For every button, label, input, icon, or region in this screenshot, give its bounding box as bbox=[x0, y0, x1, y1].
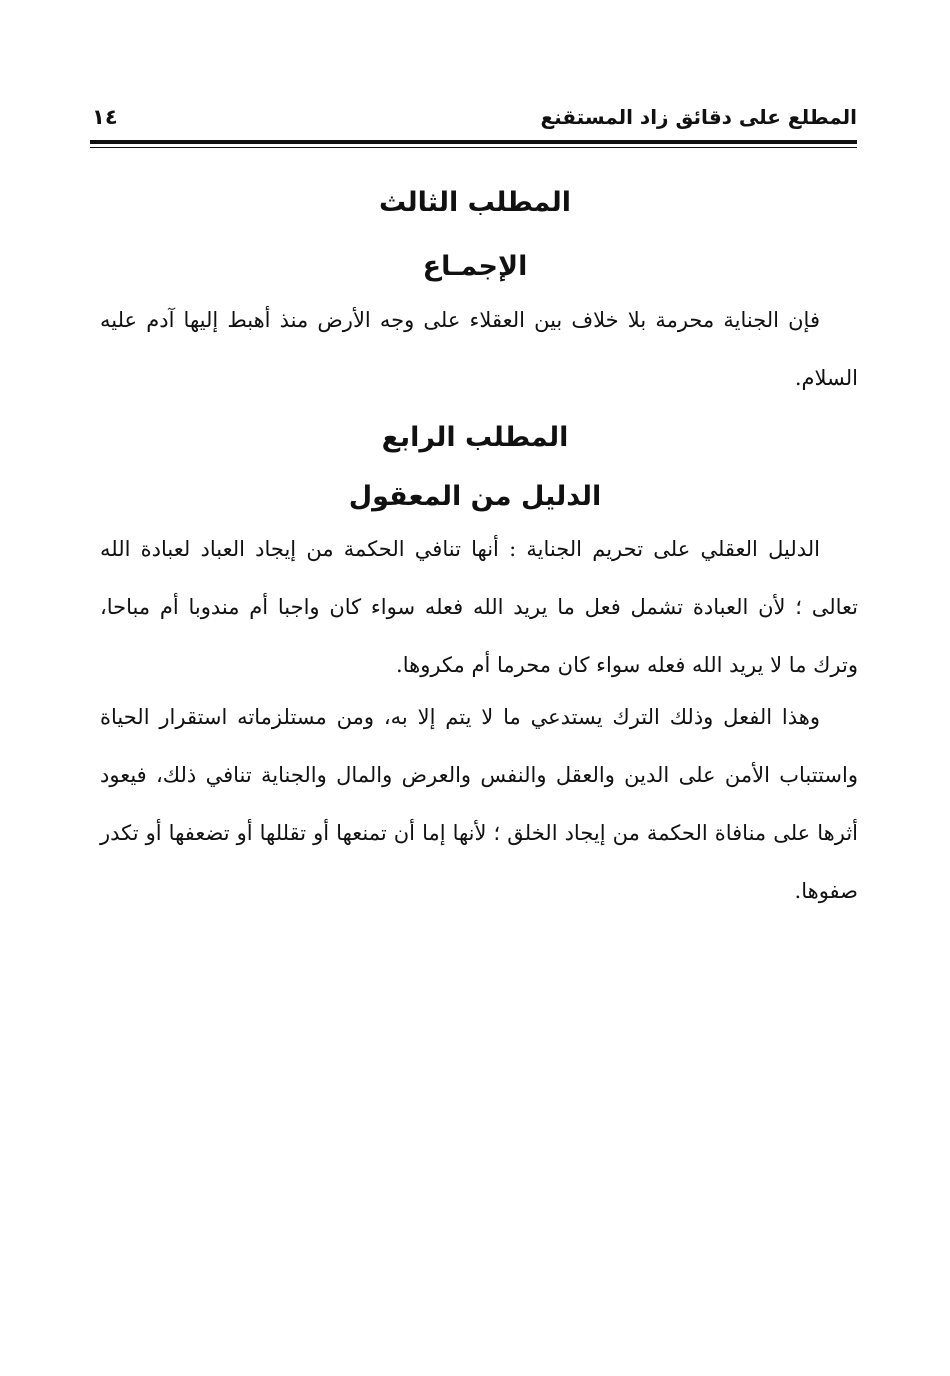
header-divider-thin bbox=[90, 147, 857, 148]
section-heading-third: المطلب الثالث bbox=[378, 187, 572, 218]
paragraph-consensus: فإن الجناية محرمة بلا خلاف بين العقلاء على وجه الأرض منذ أهبط إليها آدم عليه السلام. bbox=[100, 308, 858, 390]
page-number: ١٤ bbox=[92, 105, 118, 129]
section-subheading-rational-evidence: الدليل من المعقول bbox=[348, 481, 602, 512]
running-title: المطلع على دقائق زاد المستقنع bbox=[540, 105, 857, 129]
section-subheading-consensus: الإجمـاع bbox=[422, 251, 528, 282]
paragraph-necessities: وهذا الفعل وذلك الترك يستدعي ما لا يتم إلا به، ومن مستلزماته استقرار الحياة واستتباب الأمن على الدين والعقل والنفس والعرض والمال والجناية تنافي ذلك، فيعود أثرها على منافاة الحكمة من إيجاد الخلق ؛ لأنها إما أن تمنعها أو تقللها أو تضعفها أو تكدر صفوها. bbox=[100, 705, 858, 903]
page-header bbox=[92, 103, 857, 143]
paragraph-rational-evidence: الدليل العقلي على تحريم الجناية : أنها تنافي الحكمة من إيجاد العباد لعبادة الله تعالى ؛ لأن العبادة تشمل فعل ما يريد الله فعله سواء كان واجبا أم مندوبا أم مباحا، وترك ما لا يريد الله فعله سواء كان محرما أم مكروها. bbox=[100, 537, 858, 677]
section-heading-fourth: المطلب الرابع bbox=[381, 422, 569, 453]
header-divider-thick bbox=[90, 140, 857, 144]
